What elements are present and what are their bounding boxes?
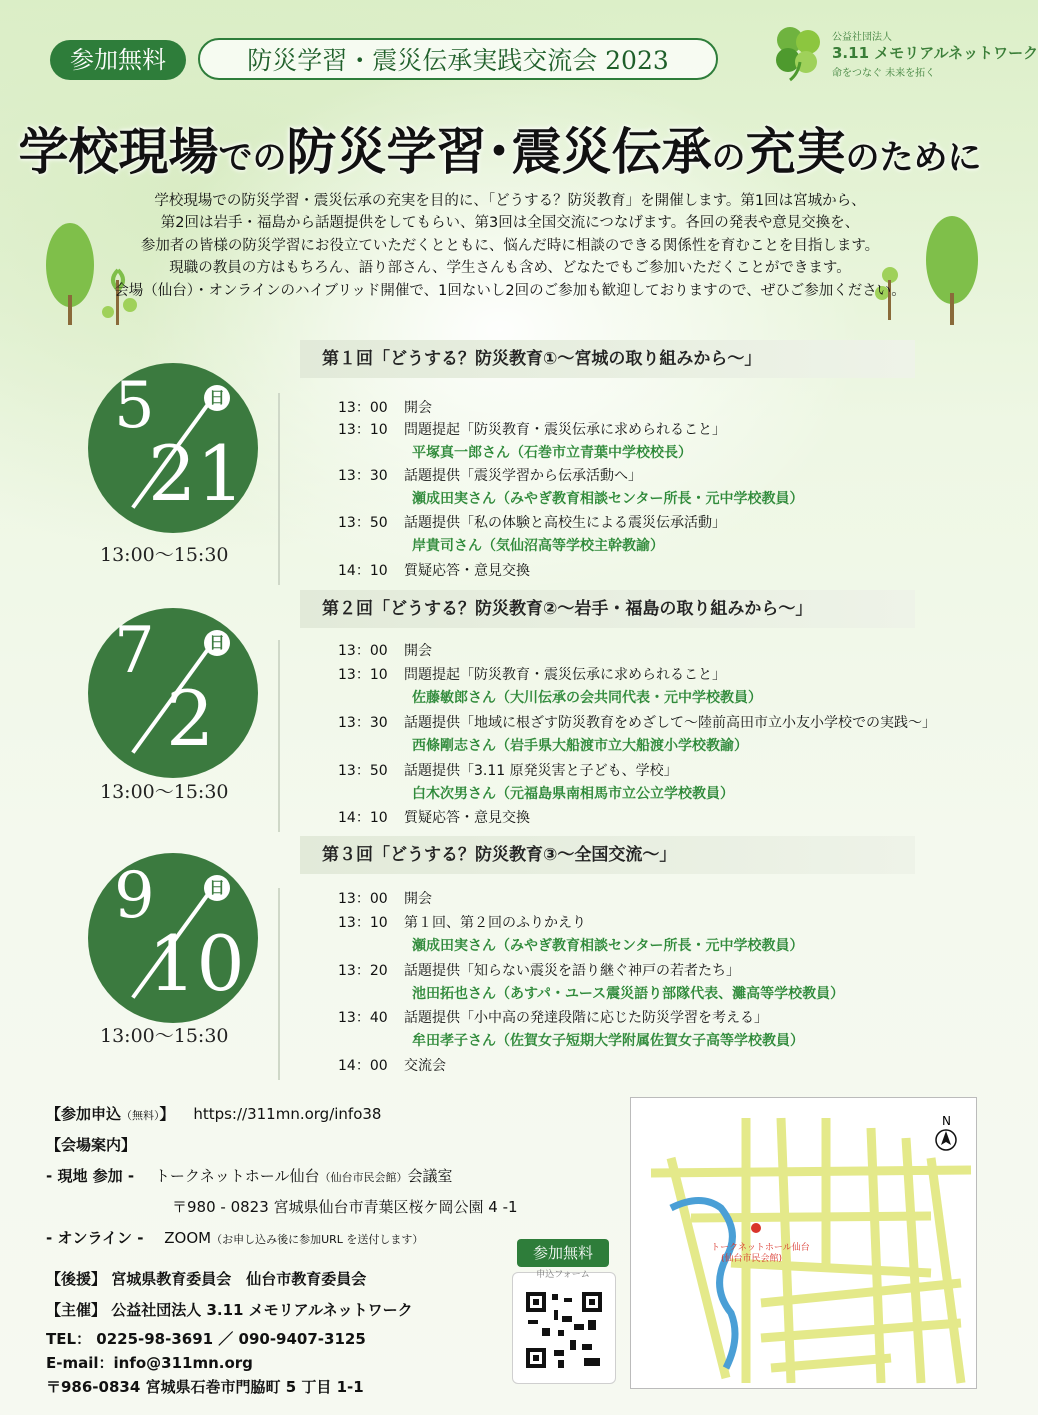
org-logo [770,22,1038,102]
free-badge: 参加無料 [50,40,186,80]
apply-label-close: 】 [159,1105,175,1123]
speaker: 西條剛志さん（岩手県大船渡市立大船渡小学校教諭） [412,738,748,754]
row-text: 質疑応答・意見交換 [404,810,530,826]
date-day: 10 [148,919,245,1008]
speaker: 牟田孝子さん（佐賀女子短期大学附属佐賀女子高等学校教員） [412,1033,804,1049]
schedule-row [338,419,726,439]
row-time: 13：00 [338,400,388,416]
venue-map [630,1097,977,1389]
session-1-time: 13:00〜15:30 [100,544,229,566]
intro-line: 現職の教員の方はもちろん、語り部さん、学生さんも含め、どなたでもご参加いただくことができます。 [169,260,851,277]
org-name: 3.11 メモリアルネットワーク [832,44,1038,62]
host-text: 【主催】 公益社団法人 3.11 メモリアルネットワーク [46,1301,413,1319]
speaker: 平塚真一郎さん（石巻市立青葉中学校校長） [412,445,692,461]
row-time: 13：00 [338,891,388,907]
row-text: 質疑応答・意見交換 [404,563,530,579]
org-slogan: 命をつなぐ 未来を拓く [832,68,936,79]
headline-part: のために [845,138,982,178]
row-time: 14：00 [338,1058,388,1074]
speaker: 白木次男さん（元福島県南相馬市立公立学校教員） [412,786,734,802]
row-text: 話題提供「地域に根ざす防災教育をめざして～陸前高田市立小友小学校での実践～」 [404,715,936,731]
venue-label [46,1134,136,1155]
map-north-label: N [942,1114,951,1128]
schedule-row [338,912,586,932]
tel-text: TEL： 0225-98-3691 ／ 090-9407-3125 [46,1330,366,1348]
date-circle-session-2 [88,608,258,778]
main-headline [0,112,1000,184]
headline-part: 学校 [18,122,119,181]
row-text: 問題提起「防災教育・震災伝承に求められること」 [404,667,726,683]
address-text: 〒986-0834 宮城県石巻市門脇町 5 丁目 1-1 [46,1378,364,1396]
apply-info [46,1103,381,1124]
online-label: - オンライン - [46,1229,144,1247]
event-name: 防災学習・震災伝承実践交流会 2023 [198,38,718,80]
schedule-row [338,397,432,417]
email-info [46,1352,253,1373]
row-time: 13：10 [338,422,388,438]
schedule-row [338,512,726,532]
schedule-row [338,1055,446,1075]
intro-line: 会場（仙台）・オンラインのハイブリッド開催で、1回ないし2回のご参加も歓迎しておりますので、ぜひご参加ください。 [114,282,906,299]
map-venue-line1: トークネットホール仙台 [711,1243,810,1253]
onsite-room: 会議室 [407,1167,453,1185]
support-info [46,1268,366,1289]
divider [278,888,280,1080]
onsite-venue-note: （仙台市民会館） [319,1171,408,1184]
schedule-row [338,1007,768,1027]
headline-part: 現場 [118,122,219,181]
row-time: 13：00 [338,643,388,659]
row-time: 13：30 [338,715,388,731]
row-text: 話題提供「小中高の発達段階に応じた防災学習を考える」 [404,1010,768,1026]
qr-code-icon[interactable] [524,1290,604,1370]
row-time: 13：50 [338,763,388,779]
schedule-row [338,465,642,485]
onsite-venue: トークネットホール仙台 [154,1167,320,1185]
session-3-title: 第３回「どうする？防災教育③～全国交流～」 [322,845,677,865]
speaker: 岸貴司さん（気仙沼高等学校主幹教諭） [412,538,664,554]
headline-part: ･ [486,122,512,181]
headline-part: 充実 [745,122,846,181]
date-month: 5 [114,369,155,443]
schedule-row [338,640,432,660]
org-type: 公益社団法人 [832,32,892,43]
divider [278,393,280,585]
row-text: 開会 [404,891,432,907]
apply-note: （無料） [121,1109,160,1122]
date-month: 9 [114,859,155,933]
host-info [46,1299,413,1320]
date-weekday: 日 [204,630,230,656]
date-day: 21 [148,429,245,518]
onsite-address: 〒980 - 0823 宮城県仙台市青葉区桜ケ岡公園 4 -1 [172,1198,518,1216]
row-text: 話題提供「3.11 原発災害と子ども、学校」 [404,763,678,779]
row-time: 14：10 [338,810,388,826]
row-text: 話題提供「私の体験と高校生による震災伝承活動」 [404,515,726,531]
row-time: 14：10 [338,563,388,579]
row-text: 交流会 [404,1058,446,1074]
row-time: 13：30 [338,468,388,484]
headline-part: 防災学習 [286,122,487,181]
schedule-row [338,888,432,908]
schedule-row [338,807,530,827]
row-time: 13：10 [338,915,388,931]
session-2-time: 13:00〜15:30 [100,781,229,803]
online-tool: ZOOM [164,1229,212,1247]
qr-label: 申込フォーム [536,1270,590,1280]
date-weekday: 日 [204,875,230,901]
support-text: 【後援】 宮城県教育委員会 仙台市教育委員会 [46,1270,367,1288]
session-2-title: 第２回「どうする？防災教育②～岩手・福島の取り組みから～」 [322,599,813,619]
schedule-row [338,760,678,780]
qr-free-badge: 参加無料 [517,1239,609,1267]
row-text: 話題提供「震災学習から伝承活動へ」 [404,468,642,484]
row-time: 13：20 [338,963,388,979]
row-time: 13：50 [338,515,388,531]
email-text[interactable]: E-mail：info@311mn.org [46,1354,253,1372]
apply-url-link[interactable]: https://311mn.org/info38 [193,1105,382,1123]
address-info [46,1376,364,1397]
row-time: 13：40 [338,1010,388,1026]
row-time: 13：10 [338,667,388,683]
row-text: 第１回、第２回のふりかえり [404,915,586,931]
row-text: 話題提供「知らない震災を語り継ぐ神戸の若者たち」 [404,963,740,979]
schedule-row [338,560,530,580]
online-info [46,1227,423,1248]
speaker: 瀬成田実さん（みやぎ教育相談センター所長・元中学校教員） [412,938,804,954]
speaker: 瀬成田実さん（みやぎ教育相談センター所長・元中学校教員） [412,491,804,507]
headline-part: の [711,138,746,178]
row-text: 開会 [404,643,432,659]
map-venue-line2: (仙台市民会館) [721,1254,783,1264]
schedule-row [338,664,726,684]
session-3-time: 13:00〜15:30 [100,1025,229,1047]
speaker: 佐藤敏郎さん（大川伝承の会共同代表・元中学校教員） [412,690,762,706]
intro-text [95,190,925,302]
headline-part: での [218,138,287,178]
divider [278,640,280,832]
venue-label-text: 【会場案内】 [46,1136,137,1154]
map-drawing [631,1098,976,1388]
schedule-row [338,960,740,980]
onsite-label: - 現地 参加 - [46,1167,135,1185]
speaker: 池田拓也さん（あすパ・ユース震災語り部隊代表、灘高等学校教員） [412,986,845,1002]
clover-icon [770,22,828,82]
date-circle-session-1 [88,363,258,533]
tel-info [46,1328,366,1349]
onsite-info [46,1165,452,1186]
headline-part: 震災伝承 [511,122,712,181]
intro-line: 参加者の皆様の防災学習にお役立ていただくとともに、悩んだ時に相談のできる関係性を育むことを目指します。 [140,237,880,254]
apply-label: 【参加申込 [46,1105,122,1123]
intro-line: 第2回は岩手・福島から話題提供をしてもらい、第3回は全国交流につなげます。各回の発表や意見交換を、 [160,215,860,232]
date-day: 2 [166,674,215,763]
intro-line: 学校現場での防災学習・震災伝承の充実を目的に、「どうする？防災教育」を開催します。第1回は宮城から、 [154,193,866,209]
row-text: 問題提起「防災教育・震災伝承に求められること」 [404,422,726,438]
session-1-title: 第１回「どうする？防災教育①～宮城の取り組みから～」 [322,349,762,369]
date-weekday: 日 [204,385,230,411]
schedule-row [338,712,936,732]
date-month: 7 [114,614,155,688]
online-note: （お申し込み後に参加URL を送付します） [211,1233,424,1246]
date-circle-session-3 [88,853,258,1023]
row-text: 開会 [404,400,432,416]
